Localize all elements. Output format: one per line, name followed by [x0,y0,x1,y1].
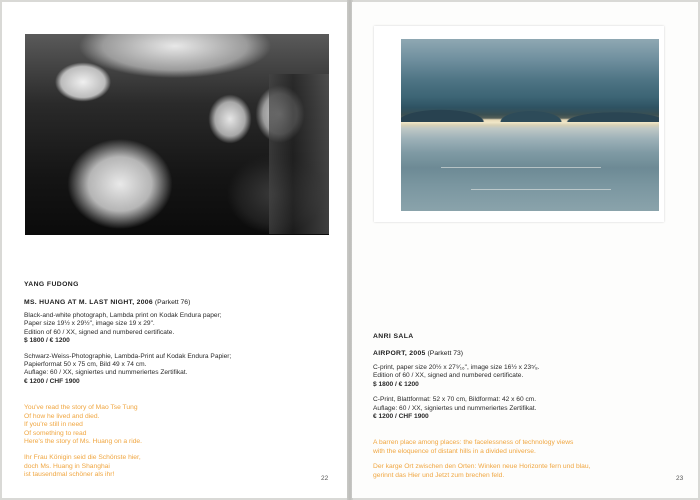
poem-line: Of how he lived and died. [24,412,100,420]
work-reference: (Parkett 73) [427,350,464,357]
work-title-text: AIRPORT, 2005 [373,350,426,357]
work-title-text: MS. HUANG AT M. LAST NIGHT, 2006 [24,299,153,306]
quote-line: gerinnt das Hier und Jetzt zum brechen feld. [373,471,505,479]
detail-line: Auflage: 60 / XX, signiertes und nummeriertes Zertifikat. [373,404,537,412]
detail-line: Edition of 60 / XX, signed and numbered certificate. [373,372,524,380]
poem-line: You've read the story of Mao Tse Tung [24,404,138,411]
price-german: € 1200 / CHF 1900 [373,413,429,421]
detail-line: Auflage: 60 / XX, signiertes und nummeriertes Zertifikat. [24,369,188,377]
quote-line: A barren place among places: the facelessness of technology views [373,439,574,446]
page-number: 23 [676,475,684,482]
photo-detail-runway-line [471,189,611,190]
work-details-english [24,312,334,386]
photo-detail-seat [269,74,329,234]
quote-german [373,463,685,480]
page-number: 22 [321,475,329,482]
quote-english [373,439,685,456]
poem-line: Ihr Frau Königin seid die Schönste hier, [24,453,141,461]
price-german: € 1200 / CHF 1900 [24,377,80,385]
poem-line: Of something to read [24,429,87,437]
artwork-photo-ms-huang [25,34,329,235]
work-details-english [373,364,685,421]
poem-german [24,454,334,480]
detail-line: Papierformat 50 x 75 cm, Bild 49 x 74 cm. [24,361,147,369]
poem-line: ist tausendmal schöner als ihr! [24,471,115,479]
poem [24,404,334,487]
detail-line: Paper size 19½ x 29½", image size 19 x 29". [24,320,155,328]
work-reference: (Parkett 76) [154,299,191,306]
work-title [24,298,190,307]
price-english: $ 1800 / € 1200 [24,337,70,345]
detail-line: Black-and-white photograph, Lambda print on Kodak Endura paper; [24,312,222,319]
artist-name: ANRI SALA [373,333,414,340]
detail-line: C-Print, Blattformat: 52 x 70 cm, Bildformat: 42 x 60 cm. [373,396,537,404]
quote-line: with the eloquence of distant hills in a divided universe. [373,447,536,455]
detail-line: Edition of 60 / XX, signed and numbered certificate. [24,328,175,336]
artwork-photo-airport [401,39,659,211]
poem-line: doch Ms. Huang in Shanghai [24,462,110,470]
quote-line: Der karge Ort zwischen den Orten: Winken neue Horizonte fern und blau, [373,463,591,471]
artist-name: YANG FUDONG [24,281,79,288]
detail-line: C-print, paper size 20½ x 27⁹⁄₁₆", image size 16½ x 23⁵⁄₈. [373,364,540,371]
price-english: $ 1800 / € 1200 [373,380,419,388]
poem-line: If you're still in need [24,421,83,429]
detail-line: Schwarz-Weiss-Photographie, Lambda-Print auf Kodak Endura Papier; [24,352,232,360]
right-page [352,2,698,498]
artwork-quote [373,439,685,487]
left-page [2,2,348,498]
poem-english [24,404,334,447]
artwork-photo-mat [374,26,664,222]
work-title [373,349,463,358]
photo-detail-runway-line [441,167,601,168]
poem-line: Here's the story of Ms. Huang on a ride. [24,438,142,446]
photo-detail-mountains [401,88,659,122]
